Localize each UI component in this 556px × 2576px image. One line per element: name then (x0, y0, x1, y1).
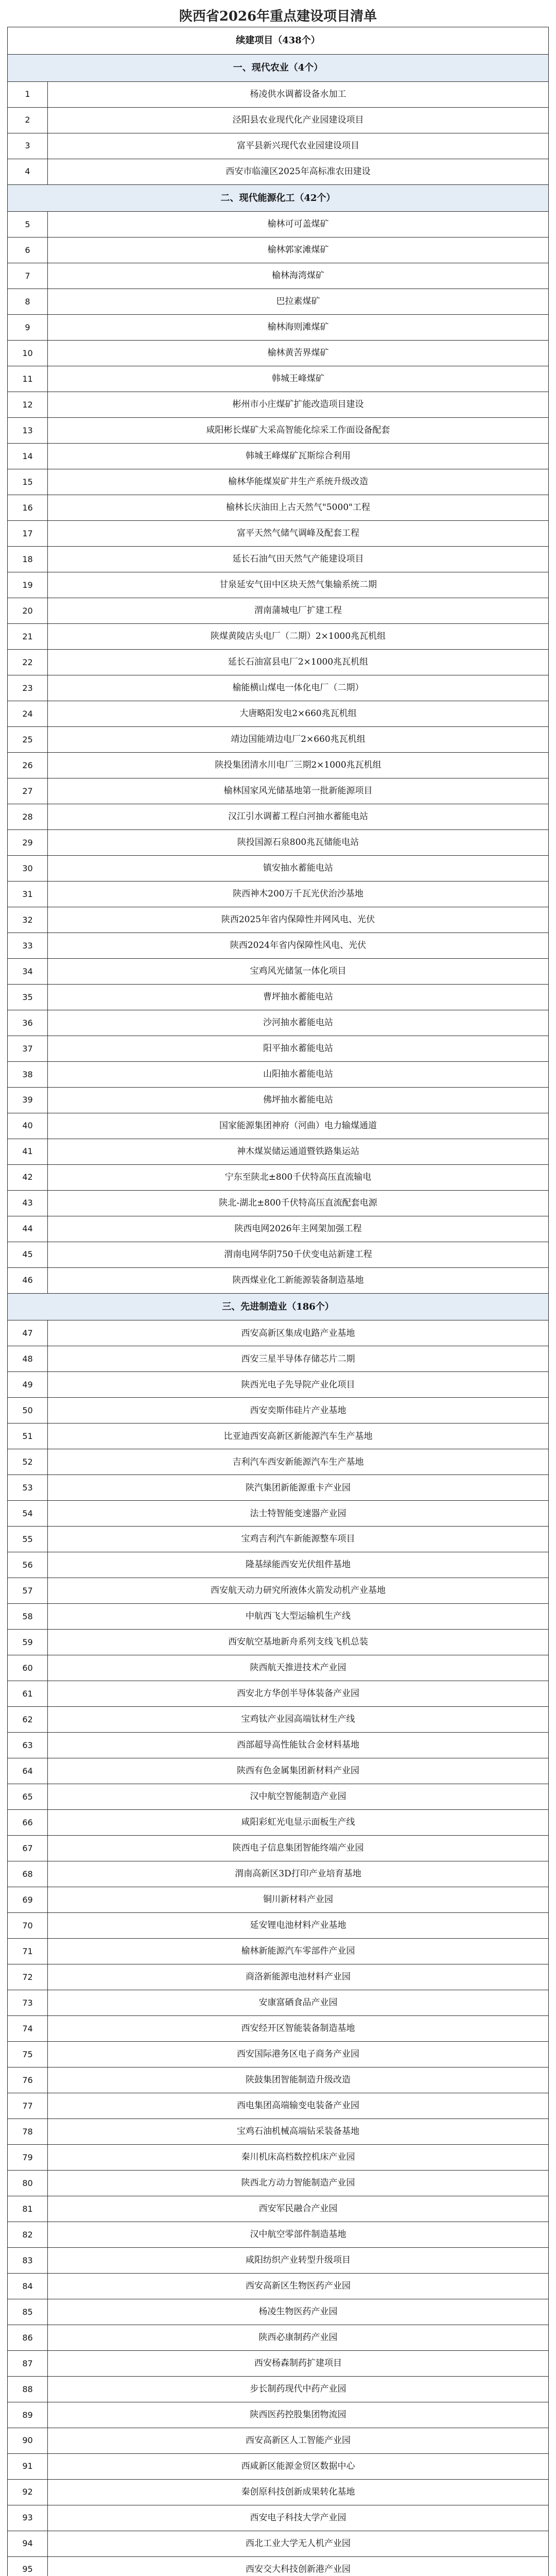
project-name: 吉利汽车西安新能源汽车生产基地 (48, 1449, 549, 1475)
row-number: 26 (8, 753, 48, 778)
row-number: 22 (8, 650, 48, 675)
project-name: 榆能横山煤电一体化电厂（二期） (48, 675, 549, 701)
project-name: 西安奕斯伟硅片产业基地 (48, 1398, 549, 1423)
row-number: 16 (8, 495, 48, 521)
project-name: 汉中航空零部件制造基地 (48, 2222, 549, 2247)
table-row (8, 495, 549, 521)
row-number: 93 (8, 2505, 48, 2531)
row-number: 66 (8, 1810, 48, 1836)
row-number: 21 (8, 624, 48, 650)
table-row (8, 263, 549, 289)
project-name: 西安国际港务区电子商务产业园 (48, 2042, 549, 2067)
row-number: 86 (8, 2325, 48, 2350)
row-number: 69 (8, 1887, 48, 1913)
row-number: 34 (8, 958, 48, 984)
table-row (8, 1242, 549, 1267)
table-row (8, 1320, 549, 1346)
table-row (8, 2556, 549, 2576)
row-number: 24 (8, 701, 48, 727)
table-row (8, 1655, 549, 1681)
table-row (8, 675, 549, 701)
project-name: 阳平抽水蓄能电站 (48, 1036, 549, 1061)
row-number: 7 (8, 263, 48, 289)
project-name: 韩城王峰煤矿瓦斯综合利用 (48, 444, 549, 469)
project-name: 榆林海则滩煤矿 (48, 315, 549, 341)
table-row (8, 1267, 549, 1293)
row-number: 4 (8, 159, 48, 184)
row-number: 85 (8, 2299, 48, 2325)
row-number: 77 (8, 2093, 48, 2119)
table-row (8, 1087, 549, 1113)
table-row (8, 829, 549, 855)
project-name: 商洛新能源电池材料产业园 (48, 1964, 549, 1990)
row-number: 1 (8, 81, 48, 107)
table-row (8, 2016, 549, 2042)
project-name: 西安经开区智能装备制造基地 (48, 2016, 549, 2042)
project-table (7, 27, 549, 2576)
table-row (8, 881, 549, 907)
table-row (8, 469, 549, 495)
project-name: 西安军民融合产业园 (48, 2196, 549, 2222)
row-number: 6 (8, 238, 48, 263)
row-number: 52 (8, 1449, 48, 1475)
row-number: 29 (8, 829, 48, 855)
row-number: 84 (8, 2273, 48, 2299)
project-name: 陕西医药控股集团物流园 (48, 2402, 549, 2428)
project-name: 榆林可可盖煤矿 (48, 212, 549, 238)
project-name: 巴拉素煤矿 (48, 289, 549, 315)
row-number: 61 (8, 1681, 48, 1707)
row-number: 48 (8, 1346, 48, 1372)
table-row (8, 958, 549, 984)
project-name: 榆林长庆油田上古天然气"5000"工程 (48, 495, 549, 521)
table-row (8, 984, 549, 1010)
table-row (8, 1449, 549, 1475)
row-number: 5 (8, 212, 48, 238)
row-number: 2 (8, 107, 48, 133)
row-number: 80 (8, 2170, 48, 2196)
project-name: 咸阳纺织产业转型升级项目 (48, 2247, 549, 2273)
table-row (8, 107, 549, 133)
table-row (8, 1964, 549, 1990)
project-name: 大唐略阳发电2×660兆瓦机组 (48, 701, 549, 727)
table-row (8, 1010, 549, 1036)
table-row (8, 933, 549, 958)
row-number: 81 (8, 2196, 48, 2222)
project-name: 陕西有色金属集团新材料产业园 (48, 1758, 549, 1784)
row-number: 76 (8, 2067, 48, 2093)
project-name: 陕西必康制药产业园 (48, 2325, 549, 2350)
project-name: 富平县新兴现代农业园建设项目 (48, 133, 549, 159)
project-name: 泾阳县农业现代化产业园建设项目 (48, 107, 549, 133)
table-row (8, 2042, 549, 2067)
section-header-row (8, 54, 549, 81)
project-name: 宁东至陕北±800千伏特高压直流输电 (48, 1164, 549, 1190)
table-row (8, 624, 549, 650)
project-name: 秦川机床高档数控机床产业园 (48, 2144, 549, 2170)
row-number: 63 (8, 1733, 48, 1758)
row-number: 14 (8, 444, 48, 469)
table-row (8, 2170, 549, 2196)
table-row (8, 1913, 549, 1939)
row-number: 3 (8, 133, 48, 159)
row-number: 46 (8, 1267, 48, 1293)
project-name: 榆林新能源汽车零部件产业园 (48, 1939, 549, 1964)
table-row (8, 2402, 549, 2428)
row-number: 91 (8, 2453, 48, 2479)
row-number: 72 (8, 1964, 48, 1990)
table-row (8, 2505, 549, 2531)
project-name: 隆基绿能西安光伏组件基地 (48, 1552, 549, 1578)
page-title: 陕西省2026年重点建设项目清单 (179, 9, 377, 24)
row-number: 35 (8, 984, 48, 1010)
table-row (8, 572, 549, 598)
row-number: 57 (8, 1578, 48, 1604)
row-number: 89 (8, 2402, 48, 2428)
project-name: 甘泉延安气田中区块天然气集输系统二期 (48, 572, 549, 598)
row-number: 41 (8, 1139, 48, 1164)
row-number: 23 (8, 675, 48, 701)
project-name: 沙河抽水蓄能电站 (48, 1010, 549, 1036)
project-name: 国家能源集团神府（河曲）电力输煤通道 (48, 1113, 549, 1139)
project-name: 陕西电子信息集团智能终端产业园 (48, 1836, 549, 1861)
project-name: 陕西煤业化工新能源装备制造基地 (48, 1267, 549, 1293)
section-title: 三、先进制造业（186个） (8, 1293, 549, 1320)
table-row (8, 2531, 549, 2556)
table-row (8, 1887, 549, 1913)
table-row (8, 1810, 549, 1836)
table-row (8, 1164, 549, 1190)
project-name: 西咸新区能源金贸区数据中心 (48, 2453, 549, 2479)
project-name: 比亚迪西安高新区新能源汽车生产基地 (48, 1423, 549, 1449)
row-number: 39 (8, 1087, 48, 1113)
table-row (8, 2196, 549, 2222)
table-row (8, 1552, 549, 1578)
project-name: 陕北-湖北±800千伏特高压直流配套电源 (48, 1190, 549, 1216)
project-name: 榆林黄苦界煤矿 (48, 341, 549, 366)
row-number: 87 (8, 2350, 48, 2376)
row-number: 75 (8, 2042, 48, 2067)
table-row (8, 1681, 549, 1707)
project-name: 秦创原科技创新成果转化基地 (48, 2479, 549, 2505)
table-row (8, 701, 549, 727)
row-number: 92 (8, 2479, 48, 2505)
section-title: 一、现代农业（4个） (8, 54, 549, 81)
project-name: 杨凌生物医药产业园 (48, 2299, 549, 2325)
table-row (8, 1216, 549, 1242)
project-name: 西安交大科技创新港产业园 (48, 2556, 549, 2576)
row-number: 38 (8, 1061, 48, 1087)
row-number: 90 (8, 2428, 48, 2453)
table-heading-row (8, 27, 549, 55)
table-row (8, 315, 549, 341)
table-row (8, 1527, 549, 1552)
table-row (8, 855, 549, 881)
table-row (8, 1398, 549, 1423)
project-name: 陕鼓集团智能制造升级改造 (48, 2067, 549, 2093)
project-name: 西北工业大学无人机产业园 (48, 2531, 549, 2556)
table-row (8, 81, 549, 107)
table-row (8, 2247, 549, 2273)
table-row (8, 1475, 549, 1501)
project-name: 陕投集团清水川电厂三期2×1000兆瓦机组 (48, 753, 549, 778)
project-name: 汉中航空智能制造产业园 (48, 1784, 549, 1810)
table-row (8, 133, 549, 159)
project-name: 西安电子科技大学产业园 (48, 2505, 549, 2531)
project-name: 西电集团高端输变电装备产业园 (48, 2093, 549, 2119)
project-name: 宝鸡钛产业园高端钛材生产线 (48, 1707, 549, 1733)
project-name: 陕西2024年省内保障性风电、光伏 (48, 933, 549, 958)
table-row (8, 289, 549, 315)
row-number: 36 (8, 1010, 48, 1036)
project-name: 陕汽集团新能源重卡产业园 (48, 1475, 549, 1501)
project-name: 西安航空基地新舟系列支线飞机总装 (48, 1630, 549, 1655)
project-name: 榆林国家风光储基地第一批新能源项目 (48, 778, 549, 804)
project-name: 西安市临潼区2025年高标准农田建设 (48, 159, 549, 184)
table-row (8, 2119, 549, 2144)
table-row (8, 547, 549, 572)
table-row (8, 2273, 549, 2299)
project-name: 佛坪抽水蓄能电站 (48, 1087, 549, 1113)
row-number: 13 (8, 418, 48, 444)
row-number: 54 (8, 1501, 48, 1527)
project-name: 西安三星半导体存储芯片二期 (48, 1346, 549, 1372)
table-row (8, 2376, 549, 2402)
project-name: 陕西2025年省内保障性并网风电、光伏 (48, 907, 549, 933)
row-number: 62 (8, 1707, 48, 1733)
table-row (8, 2144, 549, 2170)
row-number: 19 (8, 572, 48, 598)
table-row (8, 212, 549, 238)
row-number: 79 (8, 2144, 48, 2170)
row-number: 74 (8, 2016, 48, 2042)
row-number: 56 (8, 1552, 48, 1578)
row-number: 49 (8, 1372, 48, 1398)
table-row (8, 366, 549, 392)
table-row (8, 2428, 549, 2453)
row-number: 30 (8, 855, 48, 881)
project-name: 宝鸡吉利汽车新能源整车项目 (48, 1527, 549, 1552)
table-row (8, 1630, 549, 1655)
row-number: 67 (8, 1836, 48, 1861)
table-row (8, 1139, 549, 1164)
project-name: 宝鸡风光储氢一体化项目 (48, 958, 549, 984)
project-name: 西安北方华创半导体装备产业园 (48, 1681, 549, 1707)
table-row (8, 1346, 549, 1372)
project-name: 法士特智能变速器产业园 (48, 1501, 549, 1527)
row-number: 11 (8, 366, 48, 392)
project-table-body (8, 27, 549, 2576)
project-name: 陕西光电子先导院产业化项目 (48, 1372, 549, 1398)
project-name: 延安锂电池材料产业基地 (48, 1913, 549, 1939)
row-number: 9 (8, 315, 48, 341)
row-number: 71 (8, 1939, 48, 1964)
project-name: 延长石油气田天然气产能建设项目 (48, 547, 549, 572)
table-row (8, 2325, 549, 2350)
row-number: 58 (8, 1604, 48, 1630)
section-title: 二、现代能源化工（42个） (8, 184, 549, 212)
table-row (8, 1758, 549, 1784)
row-number: 31 (8, 881, 48, 907)
project-name: 中航西飞大型运输机生产线 (48, 1604, 549, 1630)
project-name: 西安高新区人工智能产业园 (48, 2428, 549, 2453)
table-row (8, 650, 549, 675)
project-name: 陕煤黄陵店头电厂（二期）2×1000兆瓦机组 (48, 624, 549, 650)
row-number: 45 (8, 1242, 48, 1267)
row-number: 12 (8, 392, 48, 418)
project-name: 曹坪抽水蓄能电站 (48, 984, 549, 1010)
section-header-row (8, 184, 549, 212)
row-number: 44 (8, 1216, 48, 1242)
section-header-row (8, 1293, 549, 1320)
project-name: 渭南蒲城电厂扩建工程 (48, 598, 549, 624)
row-number: 42 (8, 1164, 48, 1190)
table-row (8, 778, 549, 804)
project-name: 镇安抽水蓄能电站 (48, 855, 549, 881)
table-row (8, 392, 549, 418)
row-number: 73 (8, 1990, 48, 2016)
row-number: 50 (8, 1398, 48, 1423)
table-row (8, 521, 549, 547)
project-name: 咸阳彩虹光电显示面板生产线 (48, 1810, 549, 1836)
project-name: 西部超导高性能钛合金材料基地 (48, 1733, 549, 1758)
table-row (8, 1784, 549, 1810)
row-number: 27 (8, 778, 48, 804)
table-row (8, 2453, 549, 2479)
table-row (8, 2350, 549, 2376)
project-name: 宝鸡石油机械高端钻采装备基地 (48, 2119, 549, 2144)
project-name: 靖边国能靖边电厂2×660兆瓦机组 (48, 727, 549, 753)
project-name: 杨凌供水调蓄设备水加工 (48, 81, 549, 107)
project-name: 西安杨森制药扩建项目 (48, 2350, 549, 2376)
table-row (8, 804, 549, 829)
project-name: 陕西电网2026年主网架加强工程 (48, 1216, 549, 1242)
table-row (8, 2093, 549, 2119)
project-name: 安康富硒食品产业园 (48, 1990, 549, 2016)
project-name: 陕西神木200万千瓦光伏治沙基地 (48, 881, 549, 907)
table-row (8, 2479, 549, 2505)
row-number: 78 (8, 2119, 48, 2144)
row-number: 94 (8, 2531, 48, 2556)
table-row (8, 2299, 549, 2325)
project-name: 步长制药现代中药产业园 (48, 2376, 549, 2402)
table-heading: 续建项目（438个） (8, 27, 549, 55)
row-number: 33 (8, 933, 48, 958)
row-number: 8 (8, 289, 48, 315)
row-number: 83 (8, 2247, 48, 2273)
table-row (8, 418, 549, 444)
row-number: 17 (8, 521, 48, 547)
table-row (8, 238, 549, 263)
row-number: 32 (8, 907, 48, 933)
project-name: 渭南高新区3D打印产业培育基地 (48, 1861, 549, 1887)
project-name: 西安高新区集成电路产业基地 (48, 1320, 549, 1346)
row-number: 43 (8, 1190, 48, 1216)
table-row (8, 341, 549, 366)
table-row (8, 598, 549, 624)
row-number: 70 (8, 1913, 48, 1939)
project-name: 陕投国源石泉800兆瓦储能电站 (48, 829, 549, 855)
project-name: 榆林华能煤炭矿井生产系统升级改造 (48, 469, 549, 495)
row-number: 59 (8, 1630, 48, 1655)
project-name: 神木煤炭储运通道暨铁路集运站 (48, 1139, 549, 1164)
project-name: 铜川新材料产业园 (48, 1887, 549, 1913)
table-row (8, 159, 549, 184)
project-name: 彬州市小庄煤矿扩能改造项目建设 (48, 392, 549, 418)
row-number: 60 (8, 1655, 48, 1681)
row-number: 25 (8, 727, 48, 753)
table-row (8, 1990, 549, 2016)
row-number: 64 (8, 1758, 48, 1784)
row-number: 10 (8, 341, 48, 366)
table-row (8, 1061, 549, 1087)
row-number: 37 (8, 1036, 48, 1061)
table-row (8, 1604, 549, 1630)
project-name: 陕西北方动力智能制造产业园 (48, 2170, 549, 2196)
table-row (8, 2067, 549, 2093)
row-number: 47 (8, 1320, 48, 1346)
table-row (8, 1501, 549, 1527)
table-row (8, 1423, 549, 1449)
table-row (8, 444, 549, 469)
table-row (8, 753, 549, 778)
project-name: 陕西航天推进技术产业园 (48, 1655, 549, 1681)
table-row (8, 1113, 549, 1139)
project-name: 西安高新区生物医药产业园 (48, 2273, 549, 2299)
project-name: 渭南电网华阴750千伏变电站新建工程 (48, 1242, 549, 1267)
project-name: 榆林郭家滩煤矿 (48, 238, 549, 263)
table-row (8, 1036, 549, 1061)
table-row (8, 2222, 549, 2247)
project-name: 韩城王峰煤矿 (48, 366, 549, 392)
row-number: 18 (8, 547, 48, 572)
row-number: 15 (8, 469, 48, 495)
table-row (8, 1939, 549, 1964)
row-number: 95 (8, 2556, 48, 2576)
project-name: 山阳抽水蓄能电站 (48, 1061, 549, 1087)
row-number: 82 (8, 2222, 48, 2247)
table-row (8, 1861, 549, 1887)
project-name: 榆林海湾煤矿 (48, 263, 549, 289)
row-number: 40 (8, 1113, 48, 1139)
table-row (8, 1372, 549, 1398)
project-name: 汉江引水调蓄工程白河抽水蓄能电站 (48, 804, 549, 829)
table-row (8, 1733, 549, 1758)
table-row (8, 1836, 549, 1861)
table-row (8, 1190, 549, 1216)
row-number: 51 (8, 1423, 48, 1449)
project-name: 延长石油富县电厂2×1000兆瓦机组 (48, 650, 549, 675)
row-number: 28 (8, 804, 48, 829)
table-row (8, 1578, 549, 1604)
row-number: 20 (8, 598, 48, 624)
row-number: 65 (8, 1784, 48, 1810)
table-row (8, 727, 549, 753)
row-number: 55 (8, 1527, 48, 1552)
row-number: 68 (8, 1861, 48, 1887)
project-name: 西安航天动力研究所液体火箭发动机产业基地 (48, 1578, 549, 1604)
project-name: 咸阳彬长煤矿大采高智能化综采工作面设备配套 (48, 418, 549, 444)
table-row (8, 907, 549, 933)
table-row (8, 1707, 549, 1733)
row-number: 88 (8, 2376, 48, 2402)
project-name: 富平天然气储气调峰及配套工程 (48, 521, 549, 547)
row-number: 53 (8, 1475, 48, 1501)
